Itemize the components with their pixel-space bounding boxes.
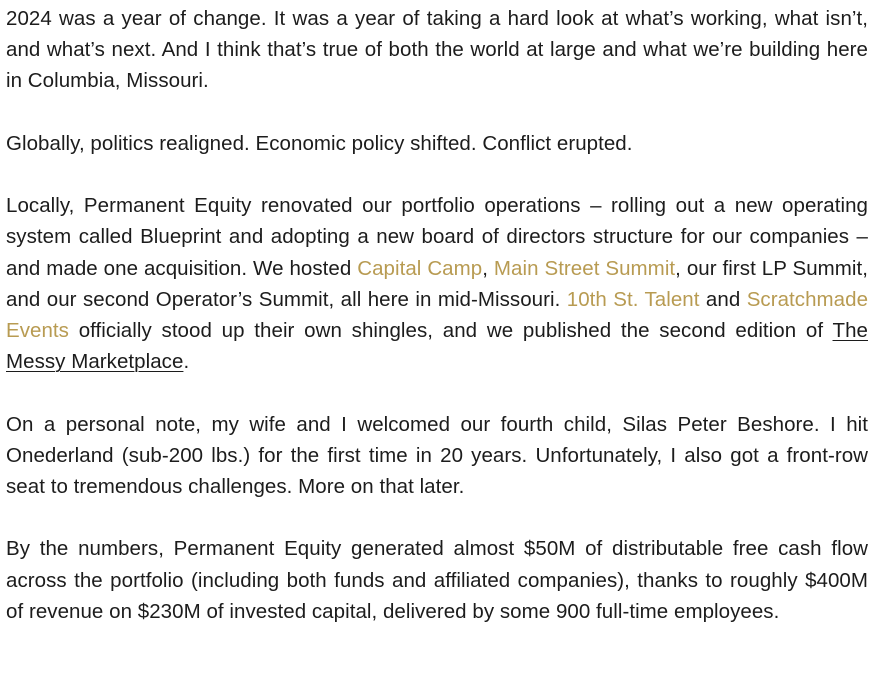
paragraph-globally: Globally, politics realigned. Economic policy shifted. Conflict erupted. xyxy=(6,131,633,155)
paragraph-locally-text-2: , xyxy=(482,256,494,280)
scratchmade-events-link[interactable]: Scratchmade Events xyxy=(6,287,869,342)
paragraph-locally-text-4: and xyxy=(699,287,747,311)
paragraph-locally-text-1: Locally, Permanent Equity renovated our portfolio operations – rolling out a new operating system called Blueprint and adopting a new board of directors structure for our companies – and made one acquisition. We hosted xyxy=(6,194,868,280)
paragraph-personal-note: On a personal note, my wife and I welcomed our fourth child, Silas Peter Beshore. I hit Onederland (sub-200 lbs.) for the first time in 20 years. Unfortunately, I also got a front-row seat to tremendous challenges. More on that later. xyxy=(6,412,868,498)
messy-marketplace-link[interactable]: The Messy Marketplace xyxy=(6,319,868,374)
letter-body xyxy=(6,3,868,627)
paragraph-locally xyxy=(6,190,868,377)
paragraph-locally-text-5: officially stood up their own shingles, and we published the second edition of xyxy=(68,319,833,342)
paragraph-locally-text-3: , our first LP Summit, and our second Operator’s Summit, all here in mid-Missouri. xyxy=(6,256,869,311)
paragraph-year-of-change: 2024 was a year of change. It was a year of taking a hard look at what’s working, what isn’t, and what’s next. And I think that’s true of both the world at large and what we’re building here in Columbia, Missouri. xyxy=(6,7,868,93)
main-street-summit-link[interactable]: Main Street Summit xyxy=(493,256,676,280)
paragraph-by-the-numbers: By the numbers, Permanent Equity generated almost $50M of distributable free cash flow across the portfolio (including both funds and affiliated companies), thanks to roughly $400M of revenue on $230M of invested capital, delivered by some 900 full-time employees. xyxy=(6,537,868,623)
capital-camp-link[interactable]: Capital Camp xyxy=(357,256,483,280)
10th-st-talent-link[interactable]: 10th St. Talent xyxy=(566,287,700,311)
paragraph-locally-text-6: . xyxy=(183,350,190,374)
